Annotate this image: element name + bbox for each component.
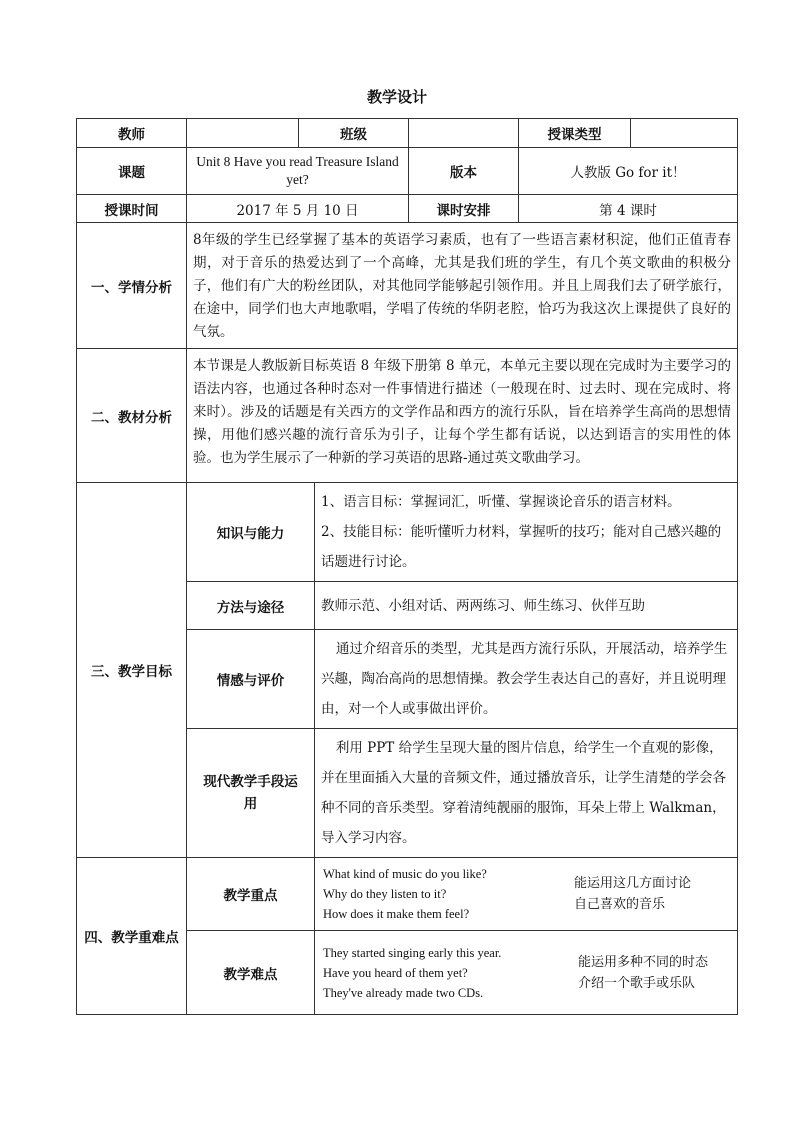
key-sentence-1: What kind of music do you like? (323, 867, 487, 881)
key-points-chinese: 能运用这几方面讨论自己喜欢的音乐 (574, 876, 692, 912)
method-label: 方法与途径 (187, 582, 315, 630)
difficult-points-label: 教学难点 (187, 931, 315, 1015)
time-value: 2017 年 5 月 10 日 (187, 195, 409, 223)
key-sentence-2: Why do they listen to it? (323, 887, 447, 901)
knowledge-item-2: 2、技能目标：能听懂听力材料，掌握听的技巧；能对自己感兴趣的话题进行讨论。 (321, 524, 722, 570)
goals-knowledge-row (77, 483, 738, 582)
knowledge-item-1: 1、语言目标：掌握词汇，听懂、掌握谈论音乐的语言材料。 (321, 494, 681, 510)
material-analysis-row (77, 349, 738, 483)
schedule-value: 第 4 课时 (519, 195, 738, 223)
header-row-2 (77, 148, 738, 195)
lesson-type-value (631, 119, 738, 148)
teacher-label: 教师 (77, 119, 187, 148)
lesson-type-label: 授课类型 (519, 119, 631, 148)
key-points-label: 教学重点 (187, 858, 315, 931)
teacher-value (187, 119, 299, 148)
key-points-row (77, 858, 738, 931)
difficult-sentence-2: Have you heard of them yet? (323, 965, 468, 980)
schedule-label: 课时安排 (409, 195, 519, 223)
key-points-english (315, 864, 568, 924)
student-analysis-label: 一、学情分析 (77, 223, 187, 349)
class-label: 班级 (299, 119, 409, 148)
topic-value: Unit 8 Have you read Treasure Island yet? (187, 148, 409, 195)
difficult-points-content (315, 931, 738, 1015)
emotion-label: 情感与评价 (187, 630, 315, 729)
material-analysis-text: 本节课是人教版新目标英语 8 年级下册第 8 单元，本单元主要以现在完成时为主要学习的语法内容，也通过各种时态对一件事情进行描述（一般现在时、过去时、现在完成时、将来时）。涉及的话题是有关西方的文学作品和西方的流行乐队，旨在培养学生高尚的思想情操，用他们感兴趣的流行音乐为引子，让每个学生都有话说，以达到语言的实用性的体验。也为学生展示了一种新的学习英语的思路-通过英文歌曲学习。 (187, 349, 738, 483)
header-row-3 (77, 195, 738, 223)
student-analysis-row (77, 223, 738, 349)
knowledge-text (315, 483, 738, 582)
edition-label: 版本 (409, 148, 519, 195)
modern-text: 利用 PPT 给学生呈现大量的图片信息，给学生一个直观的影像，并在里面插入大量的音频文件，通过播放音乐，让学生清楚的学会各种不同的音乐类型。穿着清纯靓丽的服饰，耳朵上带上 Walkman，导入学习内容。 (315, 729, 738, 858)
method-text: 教师示范、小组对话、两两练习、师生练习、伙伴互助 (315, 582, 738, 630)
difficult-sentence-3: They've already made two CDs. (323, 985, 484, 1000)
key-points-content (315, 858, 738, 931)
lesson-plan-table (76, 118, 738, 1015)
knowledge-label: 知识与能力 (187, 483, 315, 582)
topic-label: 课题 (77, 148, 187, 195)
emotion-text: 通过介绍音乐的类型，尤其是西方流行乐队，开展活动，培养学生兴趣，陶冶高尚的思想情操。教会学生表达自己的喜好，并且说明理由，对一个人或事做出评价。 (315, 630, 738, 729)
edition-value: 人教版 Go for it！ (519, 148, 738, 195)
difficult-points-english (315, 943, 568, 1003)
header-row-1 (77, 119, 738, 148)
difficult-points-chinese: 能运用多种不同的时态介绍一个歌手或乐队 (578, 954, 709, 991)
time-label: 授课时间 (77, 195, 187, 223)
teaching-goals-label: 三、教学目标 (77, 483, 187, 858)
page-title: 教学设计 (366, 88, 427, 106)
key-sentence-3: How does it make them feel? (323, 907, 470, 921)
material-analysis-label: 二、教材分析 (77, 349, 187, 483)
class-value (409, 119, 519, 148)
student-analysis-text: 8年级的学生已经掌握了基本的英语学习素质，也有了一些语言素材积淀，他们正值青春期，对于音乐的热爱达到了一个高峰，尤其是我们班的学生，有几个英文歌曲的积极分子，他们有广大的粉丝团队，对其他同学能够起引领作用。并且上周我们去了研学旅行，在途中，同学们也大声地歌唱，学唱了传统的华阴老腔，恰巧为我这次上课提供了良好的气氛。 (187, 223, 738, 349)
modern-label: 现代教学手段运用 (187, 729, 315, 858)
key-difficult-label: 四、教学重难点 (77, 858, 187, 1015)
difficult-sentence-1: They started singing early this year. (323, 945, 502, 960)
